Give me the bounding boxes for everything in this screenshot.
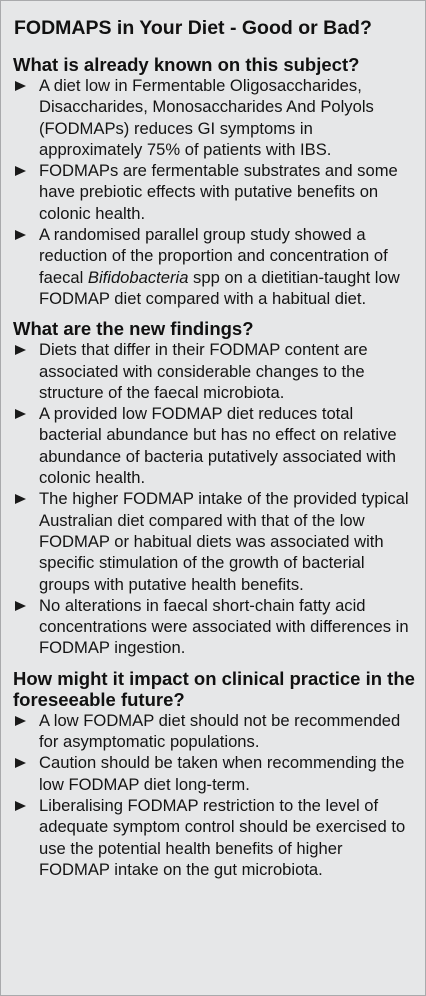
triangle-bullet-icon [15, 230, 26, 240]
triangle-bullet-icon [15, 758, 26, 768]
list-item [13, 752, 415, 795]
bullet-text: No alterations in faecal short-chain fatty acid concentrations were associated with differences in FODMAP ingestion. [39, 595, 409, 658]
list-item [13, 75, 415, 160]
triangle-bullet-icon [15, 409, 26, 419]
section-known [13, 54, 415, 309]
section-heading: What are the new findings? [13, 318, 254, 340]
list-item [13, 403, 415, 488]
bullet-text-before: A randomised parallel group study showed a reduction of the proportion and concentration of faecal [39, 225, 388, 287]
bullet-text: Caution should be taken when recommending the low FODMAP diet long-term. [39, 753, 405, 794]
bullet-text: The higher FODMAP intake of the provided typical Australian diet compared with that of the low FODMAP or habitual diets was associated with specific stimulation of the growth of bacterial groups with putative health benefits. [39, 489, 409, 594]
box-title: FODMAPS in Your Diet - Good or Bad? [14, 17, 372, 39]
triangle-bullet-icon [15, 81, 26, 91]
section-clinical-impact [13, 668, 415, 880]
triangle-bullet-icon [15, 494, 26, 504]
triangle-bullet-icon [15, 801, 26, 811]
list-item [13, 710, 415, 753]
bullet-text: FODMAPs are fermentable substrates and some have prebiotic effects with putative benefits on colonic health. [39, 161, 398, 223]
section-new-findings [13, 318, 415, 658]
list-item [13, 595, 415, 659]
list-item [13, 160, 415, 224]
triangle-bullet-icon [15, 166, 26, 176]
section-heading: What is already known on this subject? [13, 54, 360, 75]
list-item [13, 339, 415, 403]
bullet-text: Diets that differ in their FODMAP content are associated with considerable changes to the structure of the faecal microbiota. [39, 340, 368, 402]
section-heading: How might it impact on clinical practice in the foreseeable future? [13, 667, 415, 710]
bullet-list [13, 339, 415, 658]
triangle-bullet-icon [15, 345, 26, 355]
bullet-text: A provided low FODMAP diet reduces total bacterial abundance but has no effect on relative abundance of bacteria putatively associated with colonic health. [39, 404, 397, 488]
triangle-bullet-icon [15, 601, 26, 611]
list-item [13, 795, 415, 880]
bullet-text-after: spp on a dietitian-taught low FODMAP diet compared with a habitual diet. [39, 267, 400, 308]
bullet-list [13, 710, 415, 880]
bullet-list [13, 75, 415, 309]
list-item [13, 224, 415, 309]
triangle-bullet-icon [15, 716, 26, 726]
list-item [13, 488, 415, 594]
bullet-text-italic: Bifidobacteria [87, 267, 189, 287]
bullet-text: A diet low in Fermentable Oligosaccharides, Disaccharides, Monosaccharides And Polyols (FODMAPs) reduces GI symptoms in approximately 75% of patients with IBS. [39, 76, 374, 159]
bullet-text: A low FODMAP diet should not be recommended for asymptomatic populations. [39, 710, 401, 752]
bullet-text: Liberalising FODMAP restriction to the level of adequate symptom control should be exercised to use the potential health benefits of higher FODMAP intake on the gut microbiota. [39, 795, 406, 879]
